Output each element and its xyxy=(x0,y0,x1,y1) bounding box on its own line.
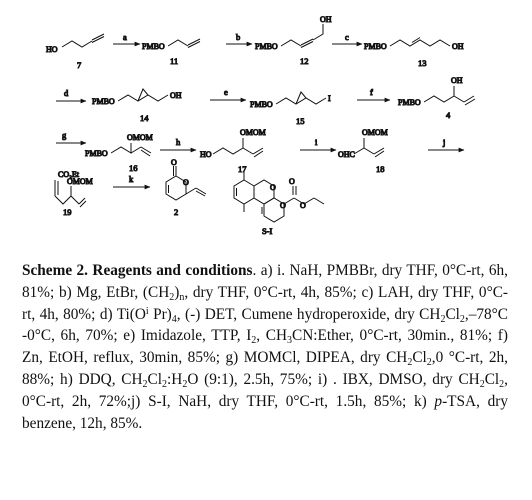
caption-sub: 2 xyxy=(426,357,432,369)
compound-S-I xyxy=(234,172,324,236)
arrow-f xyxy=(357,87,390,100)
caption-text: ) xyxy=(174,283,180,301)
caption-title: Scheme 2. Reagents and conditions xyxy=(22,262,253,279)
compound-18 xyxy=(338,128,388,174)
compound-2-ring-o: O xyxy=(183,178,189,187)
compound-16-omom: OMOM xyxy=(127,133,153,142)
caption-italic: p xyxy=(434,392,443,410)
compound-11 xyxy=(142,39,200,66)
caption-text: , 0°C-rt, 2h, 72%;j) S-I, NaH, dry THF, 0°C-rt, 1.5h, 85%; k) xyxy=(22,370,508,410)
compound-S-I-o2: O xyxy=(280,201,286,210)
compound-4 xyxy=(398,76,475,120)
caption-sub: 2 xyxy=(142,378,148,390)
caption-sub: 3 xyxy=(287,335,293,347)
compound-19 xyxy=(55,170,93,217)
compound-7-label: HO xyxy=(46,45,58,54)
caption-sub: 2 xyxy=(182,378,188,390)
compound-4-number: 4 xyxy=(446,110,451,120)
compound-14 xyxy=(92,89,182,123)
arrow-b xyxy=(226,32,252,44)
caption-text: , (-) DET, Cumene hydroperoxide, dry CH xyxy=(176,305,441,323)
compound-13-label: PMBO xyxy=(364,42,387,51)
caption-text: CN:Ether, 0°C-rt, 30min., 81%; f) Zn, EtOH, reflux, 30min, 85%; g) MOMCl, DIPEA, dry CH xyxy=(22,327,508,367)
arrow-c-label: c xyxy=(345,32,349,42)
arrow-g-label: g xyxy=(62,130,67,140)
caption-sub: 2 xyxy=(499,378,505,390)
caption-sub: 2 xyxy=(162,378,167,390)
arrow-e xyxy=(210,87,246,100)
caption-text: ,–78°C -0°C, 6h, 70%; e) Imidazole, TTP, I xyxy=(22,305,508,345)
caption-sub: 2 xyxy=(479,378,485,390)
compound-18-number: 18 xyxy=(376,164,385,174)
caption-text: :H xyxy=(167,370,183,388)
compound-12 xyxy=(255,15,332,66)
compound-17 xyxy=(200,128,266,174)
compound-12-label: PMBO xyxy=(255,42,278,51)
arrow-d-label: d xyxy=(64,88,69,98)
compound-11-label: PMBO xyxy=(142,42,165,51)
compound-S-I-number: S-I xyxy=(262,226,273,236)
caption-text: Cl xyxy=(445,305,460,323)
compound-19-co2et: CO₂Et xyxy=(58,170,80,179)
arrow-k xyxy=(113,174,150,187)
caption-text: Cl xyxy=(412,349,427,367)
arrow-a-label: a xyxy=(123,32,127,42)
compound-11-number: 11 xyxy=(170,56,179,66)
compound-13-oh: OH xyxy=(452,42,464,51)
arrow-i xyxy=(300,137,336,150)
caption-sub: n xyxy=(179,291,185,303)
arrow-j xyxy=(428,137,464,150)
compound-15-label: PMBO xyxy=(250,100,273,109)
arrow-h xyxy=(160,137,196,150)
caption-sub: 2 xyxy=(407,357,413,369)
arrow-k-label: k xyxy=(129,174,134,184)
compound-18-label: OHC xyxy=(338,150,355,159)
arrow-e-label: e xyxy=(224,87,228,97)
compound-17-omom: OMOM xyxy=(240,128,266,137)
compound-14-number: 14 xyxy=(140,113,149,123)
compound-2 xyxy=(166,158,206,217)
caption-text: Cl xyxy=(147,370,162,388)
caption-sub: 2 xyxy=(169,291,175,303)
arrow-g xyxy=(56,130,86,143)
caption-text: O (9:1), 2.5h, 75%; i) . IBX, DMSO, dry CH xyxy=(187,370,480,388)
compound-2-carbonyl-o: O xyxy=(171,158,177,167)
caption-sub: 2 xyxy=(440,313,446,325)
caption-text: Pr) xyxy=(148,305,172,323)
caption-text: . a) i. NaH, PMBBr, dry THF, 0°C-rt, 6h, 81%; b) Mg, EtBr, (CH xyxy=(22,262,508,301)
compound-16 xyxy=(85,133,153,173)
caption-text: , CH xyxy=(256,327,288,345)
compound-14-label: PMBO xyxy=(92,97,115,106)
arrow-f-label: f xyxy=(370,87,373,97)
compound-7 xyxy=(46,34,104,70)
compound-13-number: 13 xyxy=(418,58,427,68)
compound-16-label: PMBO xyxy=(85,149,108,158)
compound-S-I-o3: O xyxy=(289,177,295,186)
compound-S-I-o4: O xyxy=(300,201,306,210)
compound-12-oh: OH xyxy=(320,15,332,24)
arrow-j-label: j xyxy=(443,137,446,147)
compound-17-number: 17 xyxy=(238,164,247,174)
compound-12-number: 12 xyxy=(300,56,309,66)
compound-S-I-o1: O xyxy=(270,183,276,192)
caption-text: -TSA, dry benzene, 12h, 85%. xyxy=(22,392,508,432)
compound-13 xyxy=(364,38,464,69)
compound-19-number: 19 xyxy=(63,207,72,217)
caption-sub: 2 xyxy=(459,313,465,325)
caption-text: ,0 °C-rt, 2h, 88%; h) DDQ, CH xyxy=(22,349,508,388)
arrow-d xyxy=(56,88,86,101)
arrow-a xyxy=(113,32,140,44)
caption-text: Cl xyxy=(484,370,500,388)
compound-2-number: 2 xyxy=(174,207,179,217)
compound-15-number: 15 xyxy=(296,116,305,126)
compound-4-label: PMBO xyxy=(398,98,421,107)
compound-18-omom: OMOM xyxy=(362,128,388,137)
scheme-caption xyxy=(22,260,508,434)
compound-17-label: HO xyxy=(200,150,212,159)
compound-4-oh: OH xyxy=(451,76,463,85)
compound-15 xyxy=(250,92,331,126)
compound-19-omom: OMOM xyxy=(67,177,93,186)
arrow-b-label: b xyxy=(236,32,241,42)
caption-sub: 2 xyxy=(251,335,257,347)
compound-14-oh: OH xyxy=(170,91,182,100)
compound-7-number: 7 xyxy=(77,60,82,70)
arrow-h-label: h xyxy=(176,137,181,147)
caption-sub: 4 xyxy=(171,313,177,325)
caption-sup: i xyxy=(145,305,149,317)
arrow-i-label: i xyxy=(315,137,318,147)
arrow-c xyxy=(332,32,362,44)
caption-text: , dry THF, 0°C-rt, 4h, 85%; c) LAH, dry THF, 0°C-rt, 4h, 80%; d) Ti(O xyxy=(22,283,508,323)
compound-16-number: 16 xyxy=(129,163,138,173)
compound-15-iodo: I xyxy=(328,94,331,103)
